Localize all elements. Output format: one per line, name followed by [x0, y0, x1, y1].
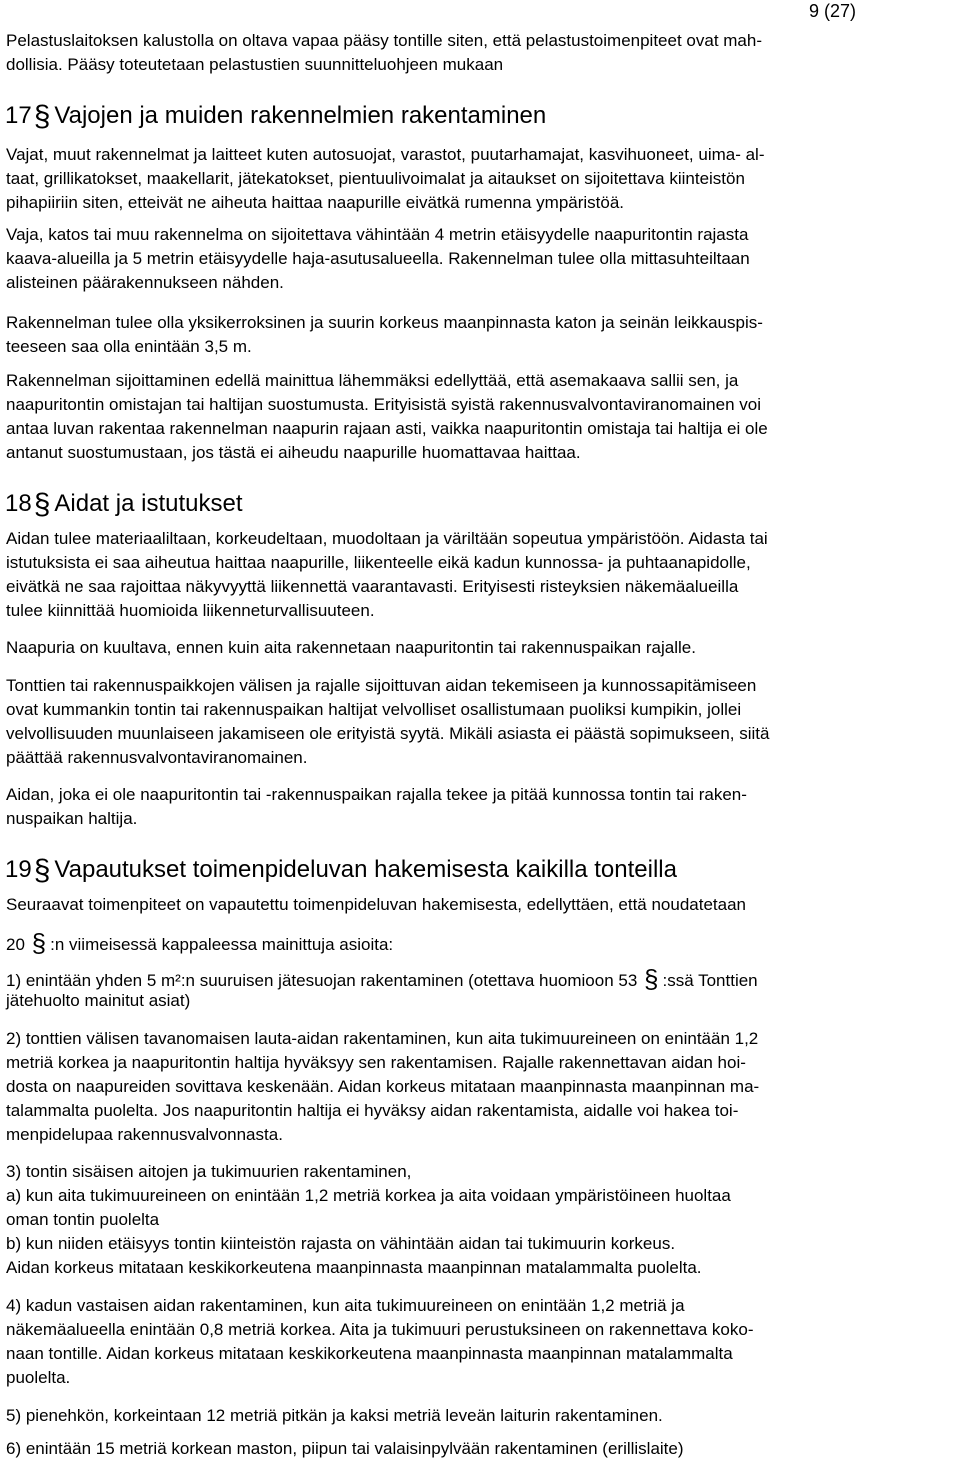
text-line: pihapiiriin siten, etteivät ne aiheuta haittaa naapurille eivätkä rumenna ympäristöä. [6, 193, 625, 212]
text-line: Tonttien tai rakennuspaikkojen välisen ja rajalle sijoittuvan aidan tekemiseen ja kunnossapitämiseen [6, 676, 757, 695]
heading-number: 19 [5, 856, 32, 883]
ref-text: 1) enintään yhden 5 m²:n suuruisen jätesuojan rakentaminen (otettava huomioon 53 [6, 971, 638, 990]
text-line: 5) pienehkön, korkeintaan 12 metriä pitkän ja kaksi metriä leveän laiturin rakentaminen. [6, 1406, 663, 1425]
text-line: näkemäalueella enintään 0,8 metriä korkea. Aita ja tukimuuri perustuksineen on rakennettava koko- [6, 1320, 754, 1339]
heading-section-19 [5, 855, 677, 886]
text-line: Aidan, joka ei ole naapuritontin tai -rakennuspaikan rajalla tekee ja pitää kunnossa tontin tai raken- [6, 785, 747, 804]
section-sign: § [33, 100, 51, 133]
text-line-ref-53 [6, 966, 758, 992]
ref-text: :n viimeisessä kappaleessa mainittuja asioita: [50, 935, 394, 954]
text-line: naan tontille. Aidan korkeus mitataan keskikorkeutena maanpinnasta maanpinnan matalammalta [6, 1344, 733, 1363]
text-line: Pelastuslaitoksen kalustolla on oltava vapaa pääsy tontille siten, että pelastustoimenpiteet ovat mah- [6, 31, 763, 50]
text-line: Vajat, muut rakennelmat ja laitteet kuten autosuojat, varastot, puutarhamajat, kasvihuoneet, uima- al- [6, 145, 765, 164]
heading-title: Vajojen ja muiden rakennelmien rakentaminen [54, 102, 547, 129]
text-line: 6) enintään 15 metriä korkean maston, piipun tai valaisinpylvään rakentaminen (erillislaite) [6, 1439, 684, 1458]
section-sign: § [33, 488, 51, 521]
heading-title: Vapautukset toimenpideluvan hakemisesta kaikilla tonteilla [54, 856, 677, 883]
text-line: nuspaikan haltija. [6, 809, 138, 828]
heading-number: 18 [5, 490, 32, 517]
text-line: a) kun aita tukimuureineen on enintään 1,2 metriä korkea ja aita voidaan ympäristöineen huoltaa [6, 1186, 731, 1205]
text-line: 2) tonttien välisen tavanomaisen lauta-aidan rakentaminen, kun aita tukimuureineen on enintään 1,2 [6, 1029, 759, 1048]
text-line: alisteinen päärakennukseen nähden. [6, 273, 284, 292]
section-sign: § [31, 928, 47, 958]
text-line: istutuksista ei saa aiheutua haittaa naapurille, liikenteelle eikä kadun kunnossa- ja puhtaanapidolle, [6, 553, 751, 572]
text-line: päättää rakennusvalvontaviranomainen. [6, 748, 308, 767]
text-line: antanut suostumustaan, jos tästä ei aiheudu naapurille huomattavaa haittaa. [6, 443, 581, 462]
heading-number: 17 [5, 102, 32, 129]
text-line: dollisia. Pääsy toteutetaan pelastustien suunnitteluohjeen mukaan [6, 55, 504, 74]
page-number: 9 (27) [808, 1, 856, 21]
section-sign: § [644, 964, 659, 994]
text-line: Rakennelman tulee olla yksikerroksinen ja suurin korkeus maanpinnasta katon ja seinän leikkauspis- [6, 313, 763, 332]
text-line: Aidan korkeus mitataan keskikorkeutena maanpinnasta maanpinnan matalammalta puolelta. [6, 1258, 702, 1277]
text-line: oman tontin puolelta [6, 1210, 160, 1229]
text-line: menpidelupaa rakennusvalvonnasta. [6, 1125, 283, 1144]
heading-section-17 [5, 101, 546, 132]
ref-text: :ssä Tonttien [662, 971, 758, 990]
text-line: Vaja, katos tai muu rakennelma on sijoitettava vähintään 4 metrin etäisyydelle naapuritontin rajasta [6, 225, 749, 244]
text-line: Naapuria on kuultava, ennen kuin aita rakennetaan naapuritontin tai rakennuspaikan rajalle. [6, 638, 696, 657]
text-line: 3) tontin sisäisen aitojen ja tukimuurien rakentaminen, [6, 1162, 412, 1181]
text-line: jätehuolto mainitut asiat) [6, 991, 191, 1010]
text-line: dosta on naapureiden sovittava keskenään. Aidan korkeus mitataan maanpinnasta maanpinnan ma- [6, 1077, 760, 1096]
text-line: eivätkä ne saa rajoittaa näkyvyyttä liikennettä vaarantavasti. Erityisesti risteyksien näkemäalueilla [6, 577, 739, 596]
text-line: antaa luvan rakentaa rakennelman naapurin rajaan asti, vaikka naapuritontin omistaja tai haltija ei ole [6, 419, 768, 438]
heading-section-18 [5, 489, 243, 520]
text-line: velvollisuuden muunlaiseen jakamiseen ole erityistä syytä. Mikäli asiasta ei päästä sopimukseen, siitä [6, 724, 770, 743]
text-line: kaava-alueilla ja 5 metrin etäisyydelle haja-asutusalueella. Rakennelman tulee olla mittasuhteiltaan [6, 249, 750, 268]
text-line: Seuraavat toimenpiteet on vapautettu toimenpideluvan hakemisesta, edellyttäen, että noudatetaan [6, 895, 747, 914]
text-line: talammalta puolelta. Jos naapuritontin haltija ei hyväksy aidan rakentamista, aidalle voi hakea toi- [6, 1101, 739, 1120]
text-line: metriä korkea ja naapuritontin haltija hyväksyy sen rakentamisen. Rajalle rakennettavan aidan hoi- [6, 1053, 746, 1072]
ref-number: 20 [6, 935, 25, 954]
text-line: puolelta. [6, 1368, 71, 1387]
text-line: teeseen saa olla enintään 3,5 m. [6, 337, 252, 356]
section-sign: § [33, 854, 51, 887]
text-line: Aidan tulee materiaaliltaan, korkeudeltaan, muodoltaan ja väriltään sopeutua ympäristöön. Aidasta tai [6, 529, 768, 548]
text-line: b) kun niiden etäisyys tontin kiinteistön rajasta on vähintään aidan tai tukimuurin korkeus. [6, 1234, 676, 1253]
text-line: taat, grillikatokset, maakellarit, jätekatokset, pientuulivoimalat ja aitaukset on sijoitettava kiinteistön [6, 169, 745, 188]
heading-title: Aidat ja istutukset [54, 490, 243, 517]
text-line: ovat kummankin tontin tai rakennuspaikan haltijat velvolliset osallistumaan puoliksi kumpikin, jollei [6, 700, 742, 719]
text-line-ref-20 [6, 930, 393, 956]
text-line: naapuritontin omistajan tai haltijan suostumusta. Erityisistä syistä rakennusvalvontaviranomainen voi [6, 395, 761, 414]
text-line: tulee kiinnittää huomioida liikenneturvallisuuteen. [6, 601, 375, 620]
text-line: 4) kadun vastaisen aidan rakentaminen, kun aita tukimuureineen on enintään 1,2 metriä ja [6, 1296, 685, 1315]
text-line: Rakennelman sijoittaminen edellä mainittua lähemmäksi edellyttää, että asemakaava sallii sen, ja [6, 371, 739, 390]
